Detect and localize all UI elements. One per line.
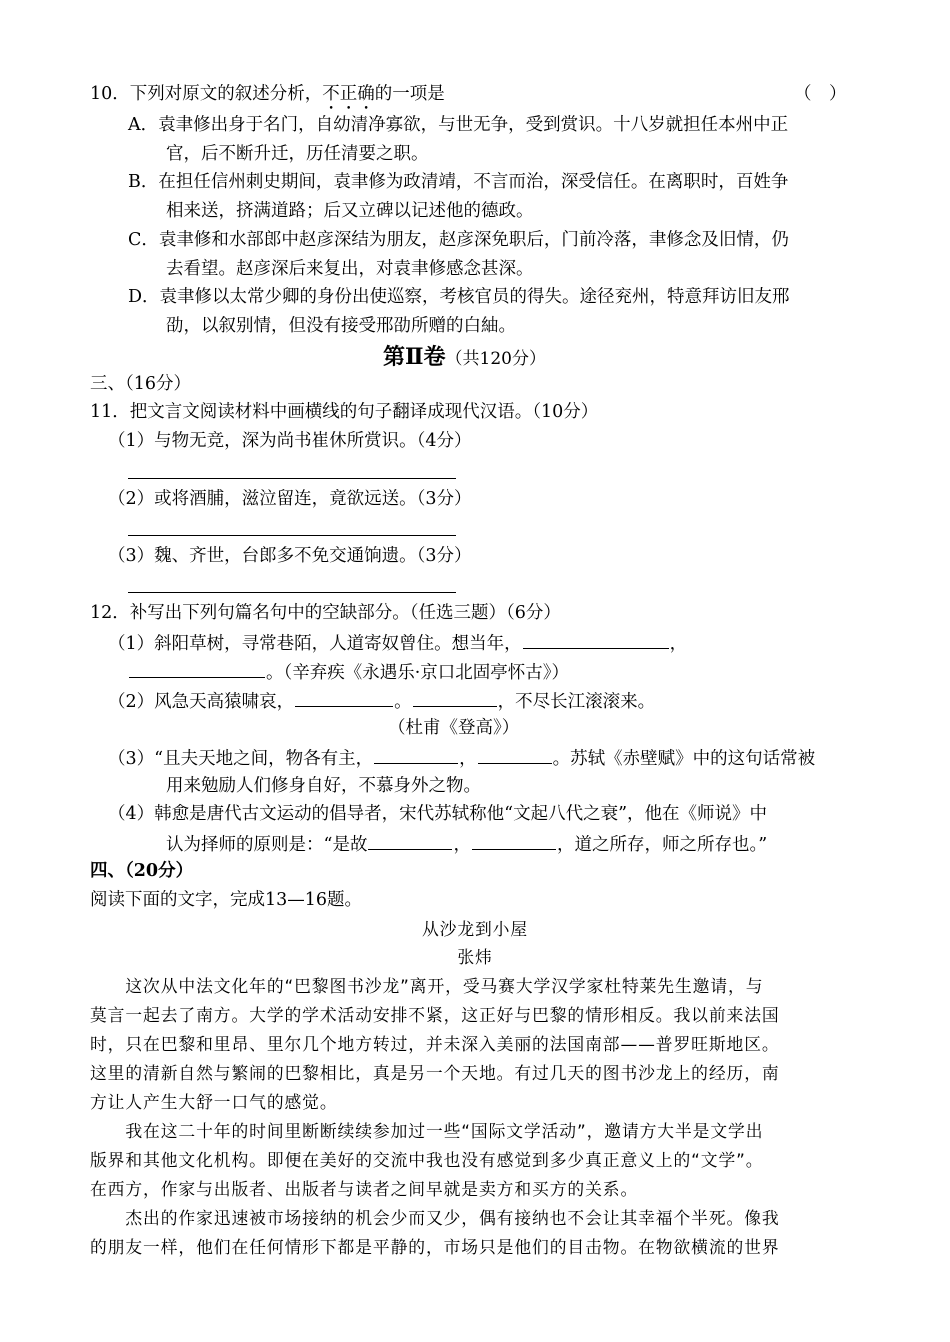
q12-item-3-line2: 用来勉励人们修身自好，不慕身外之物。 bbox=[166, 776, 481, 796]
q12-item-3-line1: （3）“且夫天地之间，物各有主， ， 。苏轼《赤壁赋》中的这句话常被 bbox=[108, 745, 815, 771]
emphasis-text: 不正确 bbox=[322, 84, 375, 104]
essay-paragraph-line: 时，只在巴黎和里昂、里尔几个地方转过，并未深入美丽的法国南部——普罗旺斯地区。 bbox=[90, 1034, 780, 1054]
essay-paragraph-line: 这里的清新自然与繁闹的巴黎相比，真是另一个天地。有过几天的图书沙龙上的经历，南 bbox=[90, 1063, 780, 1083]
option-b-line1: B．在担任信州刺史期间，袁聿修为政清靖，不言而治，深受信任。在离职时，百姓争 bbox=[128, 172, 789, 192]
option-d-line2: 劭，以叙别情，但没有接受邢劭所赠的白紬。 bbox=[166, 316, 516, 336]
answer-line bbox=[128, 535, 456, 536]
q11-sentence-2: （2）或将酒脯，滋泣留连，竟欲远送。（3分） bbox=[108, 489, 472, 509]
essay-title: 从沙龙到小屋 bbox=[421, 919, 529, 939]
answer-line bbox=[128, 478, 456, 479]
q12-item-2-source: （杜甫《登高》） bbox=[388, 718, 520, 738]
section-4-heading: 四、（20分） bbox=[90, 861, 194, 881]
q12-item-1-line1: （1）斜阳草树，寻常巷陌，人道寄奴曾住。想当年， ， bbox=[108, 630, 687, 656]
essay-paragraph-line: 在西方，作家与出版者、出版者与读者之间早就是卖方和买方的关系。 bbox=[90, 1179, 639, 1199]
option-d-line1: D．袁聿修以太常少卿的身份出使巡察，考核官员的得失。途径兖州，特意拜访旧友邢 bbox=[128, 287, 790, 307]
part2-title: 第Ⅱ卷（共120分） bbox=[383, 344, 546, 370]
fill-blank bbox=[374, 745, 458, 764]
option-a-line1: A．袁聿修出身于名门，自幼清净寡欲，与世无争，受到赏识。十八岁就担任本州中正 bbox=[128, 115, 789, 135]
essay-paragraph-line: 方让人产生大舒一口气的感觉。 bbox=[90, 1092, 338, 1112]
q12-item-2-line1: （2）风急天高猿啸哀， 。 ，不尽长江滚滚来。 bbox=[108, 688, 655, 714]
q12-stem: 12．补写出下列句篇名句中的空缺部分。（任选三题）（6分） bbox=[90, 603, 561, 623]
fill-blank bbox=[472, 831, 556, 850]
essay-paragraph-line: 莫言一起去了南方。大学的学术活动安排不紧，这正好与巴黎的情形相反。我以前来法国 bbox=[90, 1005, 780, 1025]
essay-paragraph-line: 我在这二十年的时间里断断续续参加过一些“国际文学活动”，邀请方大半是文学出 bbox=[90, 1121, 764, 1141]
answer-bracket: （ ） bbox=[794, 84, 847, 104]
fill-blank bbox=[368, 831, 452, 850]
q10-stem: 10．下列对原文的叙述分析，不正确的一项是 bbox=[90, 84, 445, 104]
q12-item-4-line2: 认为择师的原则是：“是故 ， ，道之所存，师之所存也。” bbox=[166, 831, 767, 857]
q11-sentence-3: （3）魏、齐世，台郎多不免交通饷遗。（3分） bbox=[108, 546, 472, 566]
section-3-heading: 三、（16分） bbox=[90, 374, 192, 394]
fill-blank bbox=[129, 659, 265, 678]
q12-item-1-line2: 。（辛弃疾《永遇乐·京口北固亭怀古》） bbox=[128, 659, 569, 685]
q11-stem: 11．把文言文阅读材料中画横线的句子翻译成现代汉语。（10分） bbox=[90, 402, 599, 422]
essay-paragraph-line: 这次从中法文化年的“巴黎图书沙龙”离开，受马赛大学汉学家杜特莱先生邀请，与 bbox=[90, 976, 764, 996]
fill-blank bbox=[478, 745, 552, 764]
essay-author: 张炜 bbox=[457, 947, 493, 967]
essay-paragraph-line: 版界和其他文化机构。即便在美好的交流中我也没有感觉到多少真正意义上的“文学”。 bbox=[90, 1150, 764, 1170]
q12-item-4-line1: （4）韩愈是唐代古文运动的倡导者，宋代苏轼称他“文起八代之衰”，他在《师说》中 bbox=[108, 804, 768, 824]
option-b-line2: 相来送，挤满道路；后又立碑以记述他的德政。 bbox=[166, 201, 534, 221]
essay-paragraph-line: 的朋友一样，他们在任何情形下都是平静的，市场只是他们的目击物。在物欲横流的世界 bbox=[90, 1237, 780, 1257]
essay-paragraph-line: 杰出的作家迅速被市场接纳的机会少而又少，偶有接纳也不会让其幸福个半死。像我 bbox=[90, 1208, 780, 1228]
option-c-line2: 去看望。赵彦深后来复出，对袁聿修感念甚深。 bbox=[166, 259, 534, 279]
option-a-line2: 官，后不断升迁，历任清要之职。 bbox=[166, 144, 429, 164]
fill-blank bbox=[295, 688, 393, 707]
q11-sentence-1: （1）与物无竞，深为尚书崔休所赏识。（4分） bbox=[108, 431, 472, 451]
fill-blank bbox=[523, 630, 669, 649]
fill-blank bbox=[413, 688, 497, 707]
option-c-line1: C．袁聿修和水部郎中赵彦深结为朋友，赵彦深免职后，门前冷落，聿修念及旧情，仍 bbox=[128, 230, 789, 250]
answer-line bbox=[128, 592, 456, 593]
reading-instructions: 阅读下面的文字，完成13—16题。 bbox=[90, 890, 363, 910]
